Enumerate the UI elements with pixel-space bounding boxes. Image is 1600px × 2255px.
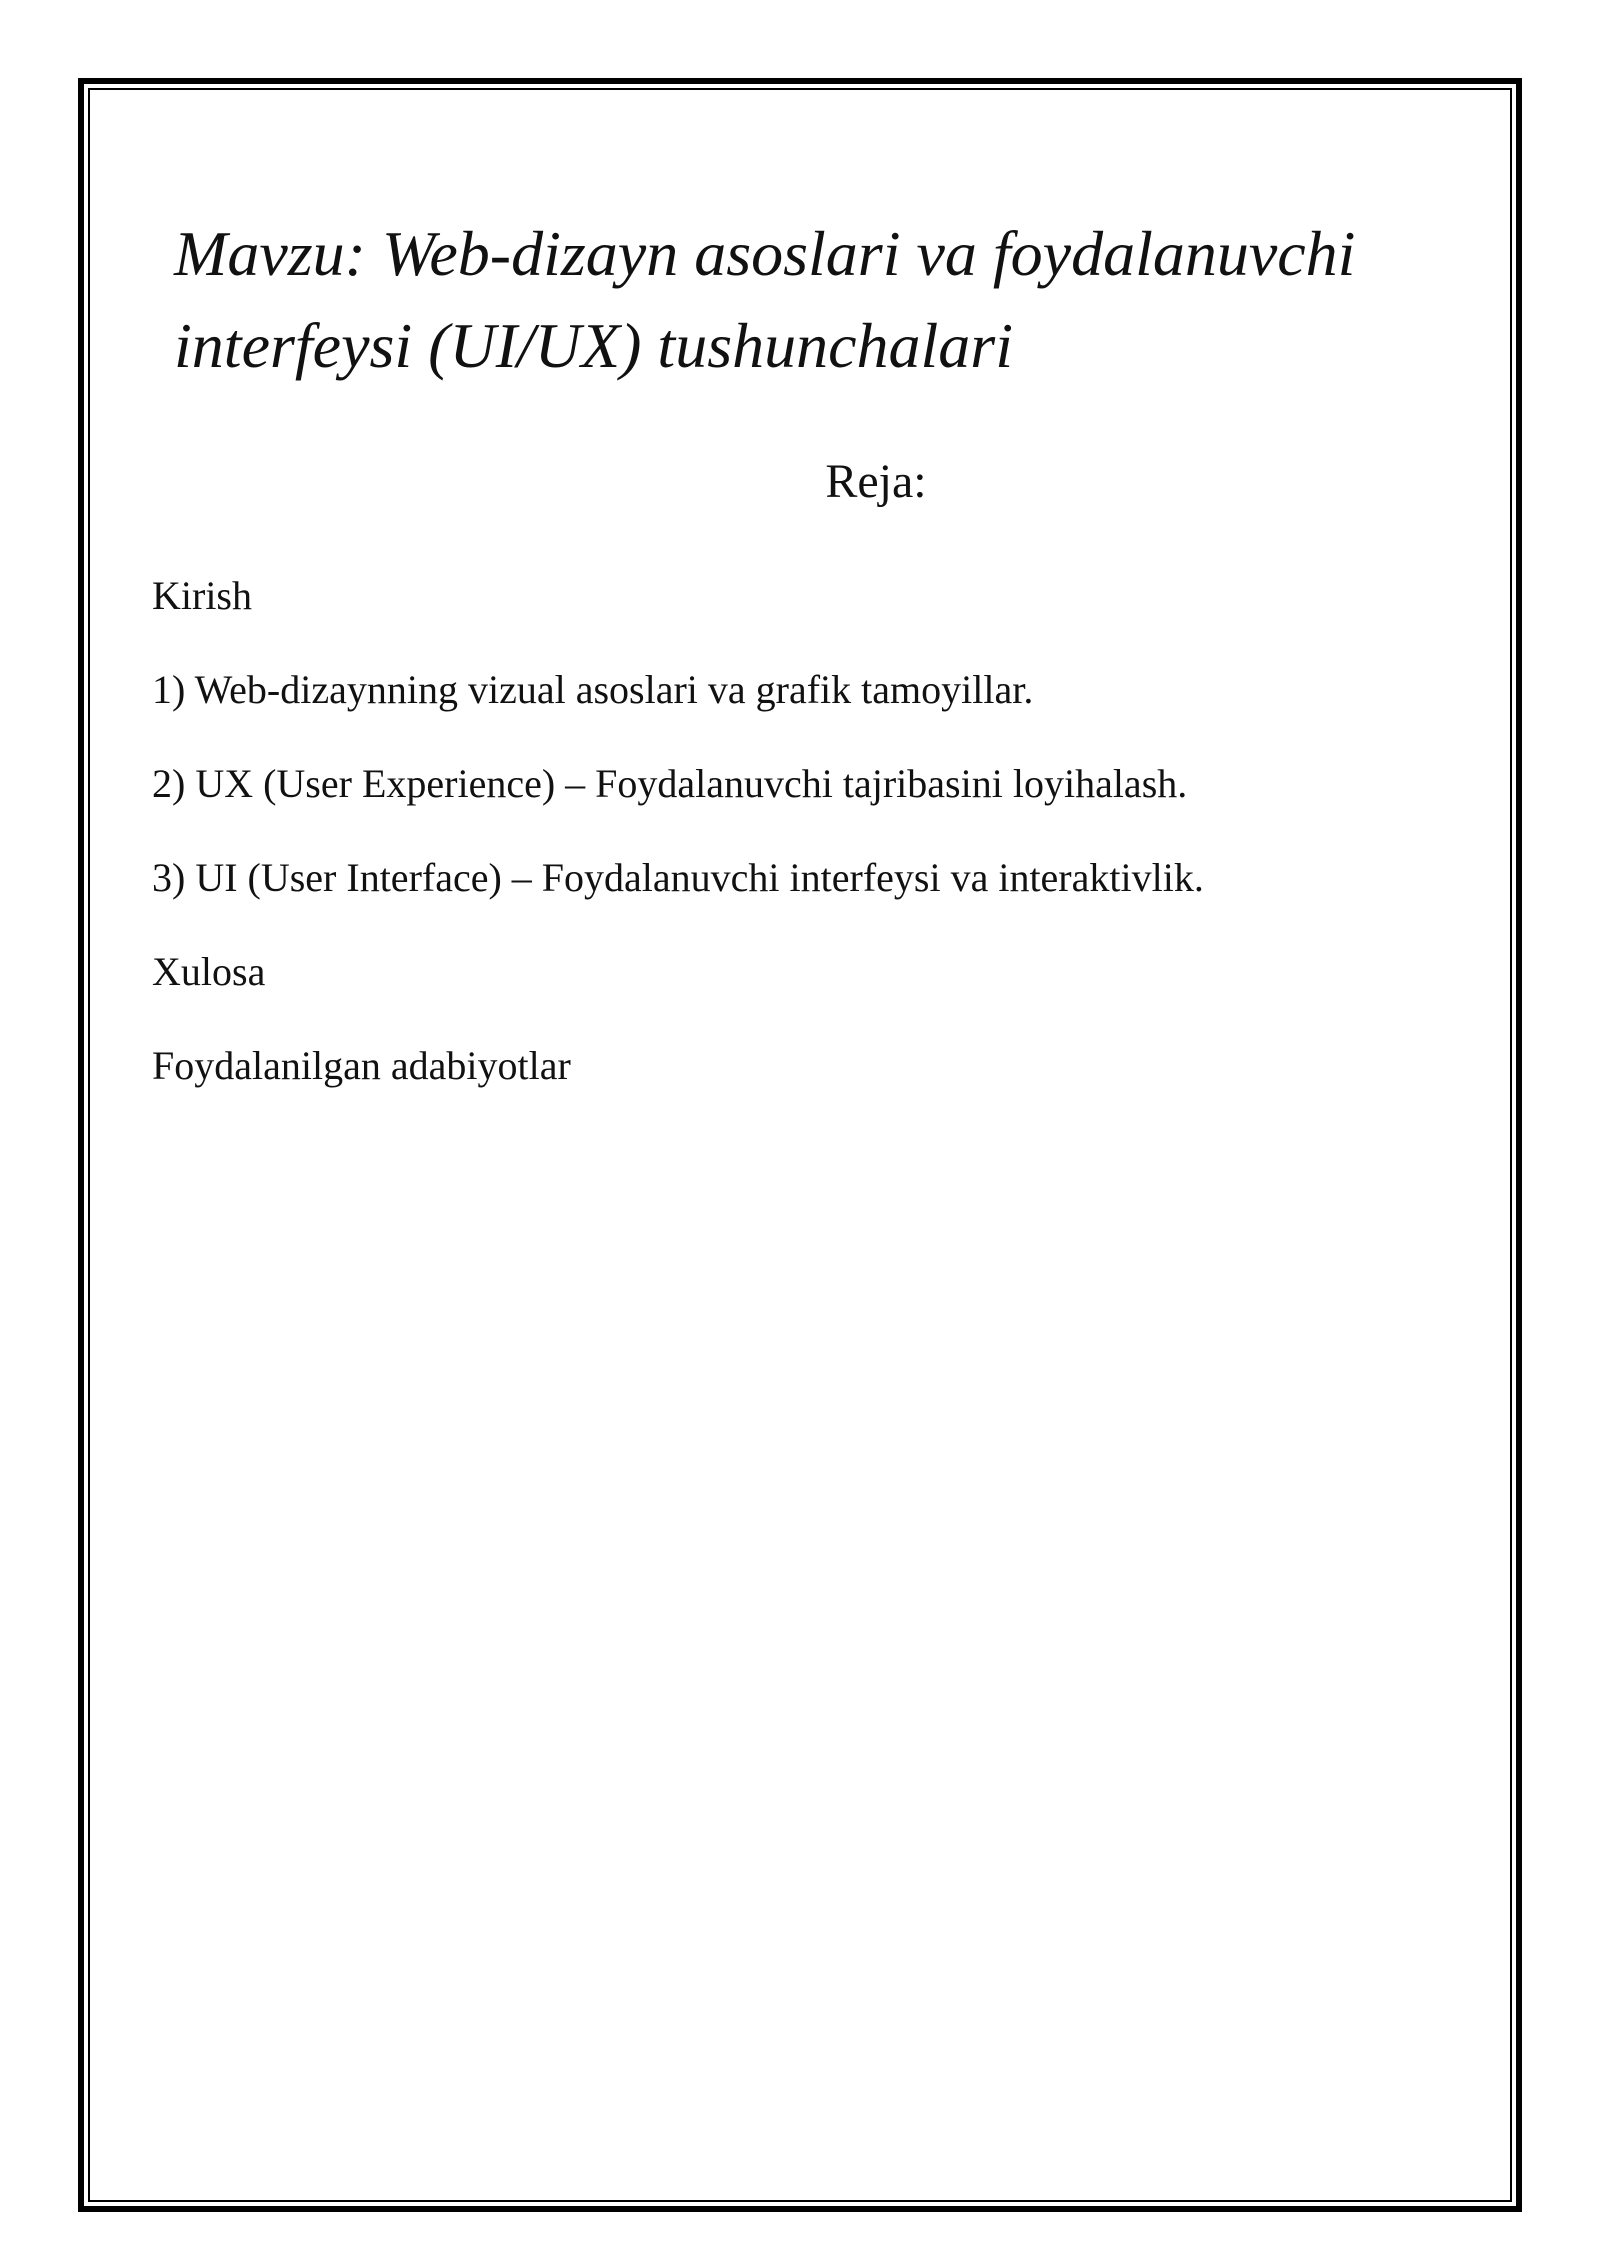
page-border-inner [88, 88, 1512, 2202]
plan-item-1: 1) Web-dizaynning vizual asoslari va grafik tamoyillar. [152, 667, 1034, 712]
plan-item-2: 2) UX (User Experience) – Foydalanuvchi tajribasini loyihalash. [152, 761, 1188, 806]
plan-item-3: 3) UI (User Interface) – Foydalanuvchi interfeysi va interaktivlik. [152, 855, 1204, 900]
plan-item-references: Foydalanilgan adabiyotlar [152, 1043, 571, 1088]
plan-list [152, 572, 1204, 1136]
document-title: Mavzu: Web-dizayn asoslari va foydalanuvchi interfeysi (UI/UX) tushunchalari [174, 218, 1356, 381]
page-border [78, 78, 1522, 2212]
plan-heading: Reja: [825, 455, 927, 508]
plan-item-conclusion: Xulosa [152, 949, 266, 994]
plan-item-introduction: Kirish [152, 573, 252, 618]
